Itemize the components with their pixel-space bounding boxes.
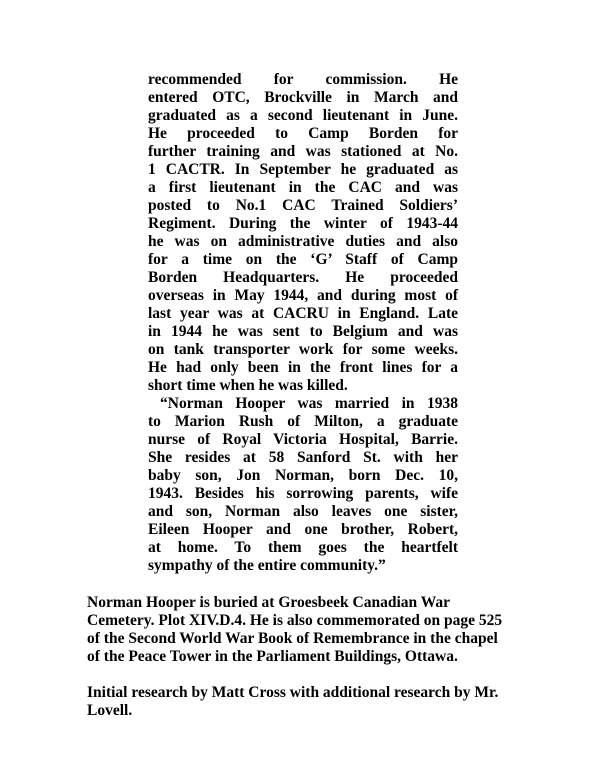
text-line: in 1944 he was sent to Belgium and was [148,323,458,340]
obituary-quote-block [148,71,458,575]
text-line: 1 CACTR. In September he graduated as [148,161,458,178]
text-line: Eileen Hooper and one brother, Robert, [148,521,458,538]
text-line: at home. To them goes the heartfelt [148,539,458,556]
text-line: sympathy of the entire community.” [148,557,386,574]
text-line: posted to No.1 CAC Trained Soldiers’ [148,197,458,214]
text-line: a first lieutenant in the CAC and was [148,179,458,196]
text-line: Borden Headquarters. He proceeded [148,269,458,286]
text-line: further training and was stationed at No. [148,143,458,160]
closing-paragraphs-block [87,594,547,720]
text-line: Lovell. [87,702,133,719]
text-line: on tank transporter work for some weeks. [148,341,458,358]
research-credit-paragraph [87,684,547,720]
burial-commemoration-paragraph [87,594,547,666]
text-line: to Marion Rush of Milton, a graduate [148,413,458,430]
text-line: “Norman Hooper was married in 1938 [160,395,458,412]
text-line: and son, Norman also leaves one sister, [148,503,458,520]
text-line: She resides at 58 Sanford St. with her [148,449,458,466]
text-line: short time when he was killed. [148,377,348,394]
text-line: baby son, Jon Norman, born Dec. 10, [148,467,458,484]
obituary-service-paragraph [148,71,458,395]
text-line: Cemetery. Plot XIV.D.4. He is also commemorated on page 525 [87,612,503,629]
text-line: last year was at CACRU in England. Late [148,305,458,322]
text-line: 1943. Besides his sorrowing parents, wife [148,485,458,502]
text-line: for a time on the ‘G’ Staff of Camp [148,251,458,268]
text-line: Norman Hooper is buried at Groesbeek Canadian War [87,594,450,611]
text-line: Initial research by Matt Cross with additional research by Mr. [87,684,499,701]
text-line: He proceeded to Camp Borden for [148,125,458,142]
text-line: he was on administrative duties and also [148,233,458,250]
text-line: overseas in May 1944, and during most of [148,287,458,304]
text-line: of the Peace Tower in the Parliament Buildings, Ottawa. [87,648,458,665]
text-line: of the Second World War Book of Remembrance in the chapel [87,630,498,647]
text-line: recommended for commission. He [148,71,458,88]
text-line: He had only been in the front lines for a [148,359,458,376]
text-line: entered OTC, Brockville in March and [148,89,458,106]
text-line: graduated as a second lieutenant in June. [148,107,458,124]
obituary-family-paragraph [148,395,458,575]
text-line: nurse of Royal Victoria Hospital, Barrie. [148,431,458,448]
text-line: Regiment. During the winter of 1943-44 [148,215,458,232]
